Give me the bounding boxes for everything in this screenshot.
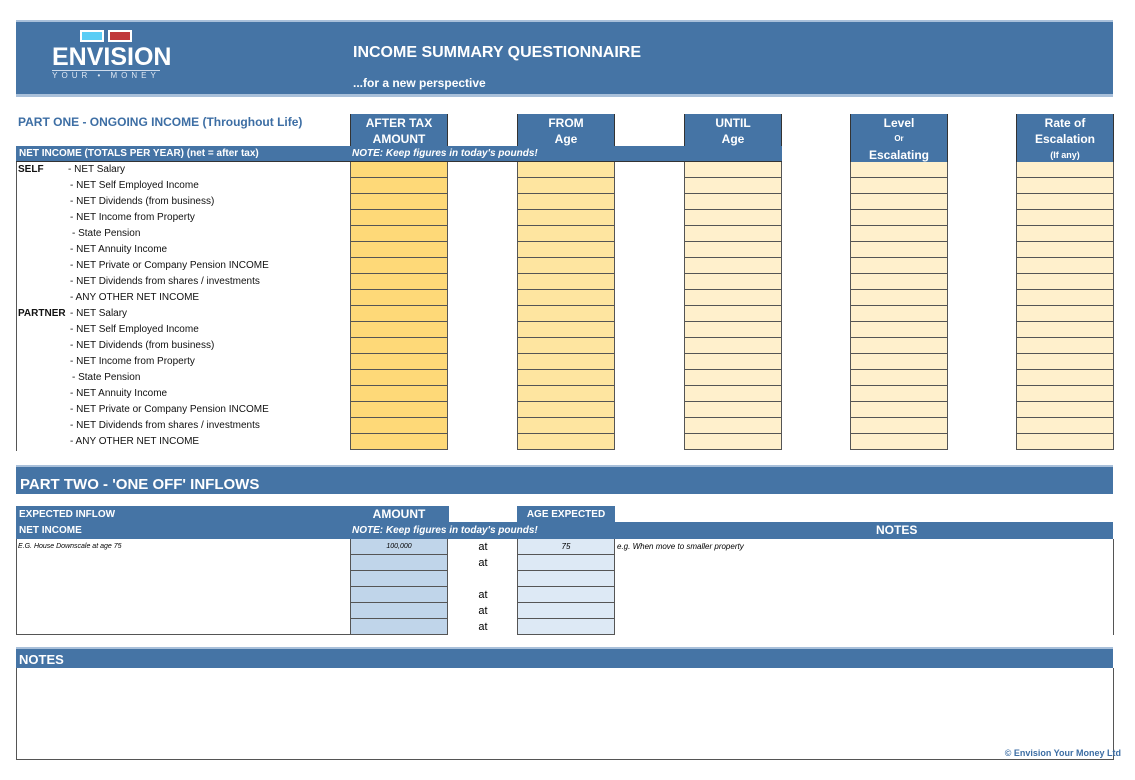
income-input-cell[interactable]: [684, 322, 782, 338]
inflow-notes[interactable]: [617, 571, 1017, 587]
income-input-cell[interactable]: [850, 274, 948, 290]
income-row-label: - State Pension: [72, 372, 141, 383]
income-input-cell[interactable]: [850, 258, 948, 274]
income-input-cell[interactable]: [517, 354, 615, 370]
income-input-cell[interactable]: [1016, 322, 1114, 338]
income-input-cell[interactable]: [684, 402, 782, 418]
income-input-cell[interactable]: [1016, 258, 1114, 274]
income-input-cell[interactable]: [1016, 306, 1114, 322]
amount-input[interactable]: [350, 571, 448, 587]
net-income-bar: [16, 146, 782, 162]
left-border: [16, 162, 17, 451]
at-label: at: [478, 605, 488, 617]
income-input-cell[interactable]: [517, 386, 615, 402]
inflow-label[interactable]: [18, 571, 338, 587]
income-input-cell[interactable]: [350, 290, 448, 306]
column-header-line: Age: [721, 132, 745, 146]
inflow-notes[interactable]: [617, 555, 1017, 571]
income-input-cell[interactable]: [517, 194, 615, 210]
income-input-cell[interactable]: [350, 402, 448, 418]
income-input-cell[interactable]: [350, 354, 448, 370]
income-input-cell[interactable]: [517, 258, 615, 274]
income-input-cell[interactable]: [350, 274, 448, 290]
income-input-cell[interactable]: [1016, 242, 1114, 258]
income-row-label: - NET Self Employed Income: [70, 180, 199, 191]
income-input-cell[interactable]: [684, 226, 782, 242]
column-header-line: (If any): [1050, 150, 1080, 160]
income-input-cell[interactable]: [684, 354, 782, 370]
income-input-cell[interactable]: [1016, 418, 1114, 434]
column-header: [350, 114, 448, 146]
column-header-line: Escalation: [1034, 132, 1096, 146]
income-input-cell[interactable]: [850, 194, 948, 210]
income-input-cell[interactable]: [684, 210, 782, 226]
income-input-cell[interactable]: [850, 290, 948, 306]
amount-input[interactable]: 100,000: [350, 539, 448, 555]
income-input-cell[interactable]: [850, 242, 948, 258]
income-input-cell[interactable]: [517, 338, 615, 354]
net-income-bar-2: [16, 522, 1113, 539]
income-input-cell[interactable]: [517, 226, 615, 242]
income-input-cell[interactable]: [517, 274, 615, 290]
age-expected-header: AGE EXPECTED: [517, 506, 615, 522]
amount-input[interactable]: [350, 619, 448, 635]
income-input-cell[interactable]: [350, 162, 448, 178]
expected-inflow-header: [16, 506, 449, 522]
notes-area[interactable]: [16, 668, 1114, 760]
income-row-label: - NET Dividends (from business): [70, 196, 215, 207]
income-input-cell[interactable]: [517, 242, 615, 258]
income-input-cell[interactable]: [350, 178, 448, 194]
income-input-cell[interactable]: [350, 370, 448, 386]
column-header-line: AFTER TAX: [365, 116, 433, 130]
income-input-cell[interactable]: [1016, 290, 1114, 306]
income-input-cell[interactable]: [517, 434, 615, 450]
pounds-note-2: NOTE: Keep figures in today's pounds!: [352, 525, 538, 536]
income-input-cell[interactable]: [850, 178, 948, 194]
notes-band: NOTES: [16, 647, 1113, 668]
income-input-cell[interactable]: [684, 258, 782, 274]
column-header-line: Level: [883, 116, 915, 130]
column-header-line: Age: [554, 132, 578, 146]
at-label: at: [478, 557, 488, 569]
copyright: © Envision Your Money Ltd: [1004, 748, 1121, 758]
income-input-cell[interactable]: [1016, 354, 1114, 370]
at-label: at: [478, 621, 488, 633]
column-header: [1016, 114, 1114, 162]
income-input-cell[interactable]: [517, 306, 615, 322]
net-income-label-2: NET INCOME: [19, 525, 82, 536]
amount-header: AMOUNT: [372, 507, 426, 521]
income-input-cell[interactable]: [684, 290, 782, 306]
inflow-label[interactable]: [18, 619, 338, 635]
income-input-cell[interactable]: [850, 354, 948, 370]
income-input-cell[interactable]: [850, 338, 948, 354]
income-input-cell[interactable]: [350, 386, 448, 402]
column-header-line: Or: [894, 134, 904, 143]
income-row-label: - NET Income from Property: [70, 356, 195, 367]
at-label: at: [478, 589, 488, 601]
income-input-cell[interactable]: [350, 210, 448, 226]
income-input-cell[interactable]: [350, 226, 448, 242]
income-input-cell[interactable]: [350, 258, 448, 274]
amount-input[interactable]: [350, 555, 448, 571]
inflow-notes[interactable]: e.g. When move to smaller property: [617, 542, 744, 551]
income-row-label: - NET Salary: [70, 308, 128, 319]
page-title: INCOME SUMMARY QUESTIONNAIRE: [353, 44, 642, 61]
income-input-cell[interactable]: [1016, 226, 1114, 242]
notes-column-header: NOTES: [876, 523, 918, 537]
income-input-cell[interactable]: [517, 210, 615, 226]
income-input-cell[interactable]: [1016, 178, 1114, 194]
income-input-cell[interactable]: [850, 226, 948, 242]
at-label: [468, 571, 498, 587]
income-row-label: - NET Income from Property: [70, 212, 195, 223]
income-input-cell[interactable]: [350, 194, 448, 210]
envision-logo: [52, 30, 172, 90]
income-input-cell[interactable]: [517, 370, 615, 386]
income-row-label: - NET Dividends (from business): [70, 340, 215, 351]
income-input-cell[interactable]: [1016, 210, 1114, 226]
income-input-cell[interactable]: [350, 322, 448, 338]
income-input-cell[interactable]: [517, 322, 615, 338]
income-input-cell[interactable]: [350, 306, 448, 322]
income-input-cell[interactable]: [517, 290, 615, 306]
pounds-note: NOTE: Keep figures in today's pounds!: [352, 148, 538, 159]
income-input-cell[interactable]: [684, 386, 782, 402]
inflow-label[interactable]: [18, 587, 338, 603]
age-input[interactable]: [517, 603, 615, 619]
income-input-cell[interactable]: [850, 402, 948, 418]
income-input-cell[interactable]: [684, 194, 782, 210]
column-header-line: FROM: [548, 116, 584, 130]
income-row-label: - NET Salary: [68, 164, 126, 175]
income-row-label: - NET Dividends from shares / investments: [70, 420, 260, 431]
income-input-cell[interactable]: [684, 242, 782, 258]
income-input-cell[interactable]: [684, 418, 782, 434]
income-input-cell[interactable]: [1016, 338, 1114, 354]
income-input-cell[interactable]: [684, 338, 782, 354]
inflow-label[interactable]: E.G. House Downscale at age 75: [18, 543, 122, 550]
inflow-notes[interactable]: [617, 587, 1017, 603]
income-row-label: - State Pension: [72, 228, 141, 239]
logo-subtext: YOUR • MONEY: [52, 71, 160, 80]
income-row-label: - ANY OTHER NET INCOME: [70, 292, 200, 303]
income-input-cell[interactable]: [1016, 386, 1114, 402]
age-input[interactable]: 75: [517, 539, 615, 555]
inflow-right-border: [1113, 539, 1114, 635]
income-input-cell[interactable]: [684, 370, 782, 386]
income-input-cell[interactable]: [1016, 402, 1114, 418]
income-input-cell[interactable]: [684, 178, 782, 194]
age-input[interactable]: [517, 571, 615, 587]
income-input-cell[interactable]: [350, 338, 448, 354]
income-input-cell[interactable]: [350, 242, 448, 258]
income-input-cell[interactable]: [1016, 162, 1114, 178]
age-input[interactable]: [517, 587, 615, 603]
income-input-cell[interactable]: [350, 434, 448, 450]
inflow-notes[interactable]: [617, 619, 1017, 635]
income-input-cell[interactable]: [1016, 194, 1114, 210]
income-row-label: - NET Private or Company Pension INCOME: [70, 260, 269, 271]
amount-input[interactable]: [350, 587, 448, 603]
income-input-cell[interactable]: [684, 306, 782, 322]
net-income-label: NET INCOME (TOTALS PER YEAR) (net = after tax): [19, 148, 259, 159]
income-row-label: - NET Annuity Income: [70, 388, 168, 399]
group-label: SELF: [18, 164, 44, 175]
income-input-cell[interactable]: [850, 162, 948, 178]
income-input-cell[interactable]: [850, 322, 948, 338]
income-row-label: - NET Dividends from shares / investments: [70, 276, 260, 287]
inflow-label[interactable]: [18, 555, 338, 571]
part-one-title: PART ONE - ONGOING INCOME (Throughout Life): [18, 115, 303, 129]
age-input[interactable]: [517, 619, 615, 635]
column-header: [684, 114, 782, 146]
income-input-cell[interactable]: [350, 418, 448, 434]
income-input-cell[interactable]: [1016, 370, 1114, 386]
income-input-cell[interactable]: [850, 306, 948, 322]
income-input-cell[interactable]: [850, 210, 948, 226]
at-label: at: [478, 541, 488, 553]
income-input-cell[interactable]: [1016, 274, 1114, 290]
income-input-cell[interactable]: [850, 370, 948, 386]
income-input-cell[interactable]: [517, 418, 615, 434]
income-row-label: - ANY OTHER NET INCOME: [70, 436, 200, 447]
income-row-label: - NET Private or Company Pension INCOME: [70, 404, 269, 415]
inflow-label[interactable]: [18, 603, 338, 619]
income-input-cell[interactable]: [850, 434, 948, 450]
column-header: [517, 114, 615, 146]
income-input-cell[interactable]: [517, 162, 615, 178]
group-label: PARTNER: [18, 308, 66, 319]
column-header-line: Escalating: [868, 148, 930, 162]
age-input[interactable]: [517, 555, 615, 571]
column-header-line: AMOUNT: [372, 132, 426, 146]
income-input-cell[interactable]: [517, 178, 615, 194]
income-row-label: - NET Self Employed Income: [70, 324, 199, 335]
logo-text: ENVISION: [52, 43, 172, 71]
amount-input[interactable]: [350, 603, 448, 619]
income-input-cell[interactable]: [1016, 434, 1114, 450]
column-header-line: UNTIL: [715, 116, 751, 130]
expected-inflow-label: EXPECTED INFLOW: [19, 509, 116, 520]
glasses-icon: [78, 30, 134, 44]
income-input-cell[interactable]: [850, 386, 948, 402]
part-two-title: PART TWO - 'ONE OFF' INFLOWS: [16, 465, 1113, 494]
column-header: [850, 114, 948, 162]
income-input-cell[interactable]: [850, 418, 948, 434]
income-row-label: - NET Annuity Income: [70, 244, 168, 255]
column-header-line: Rate of: [1044, 116, 1086, 130]
inflow-notes[interactable]: [617, 603, 1017, 619]
page-subtitle: ...for a new perspective: [353, 76, 486, 90]
income-input-cell[interactable]: [684, 274, 782, 290]
income-input-cell[interactable]: [684, 162, 782, 178]
income-input-cell[interactable]: [517, 402, 615, 418]
income-input-cell[interactable]: [684, 434, 782, 450]
